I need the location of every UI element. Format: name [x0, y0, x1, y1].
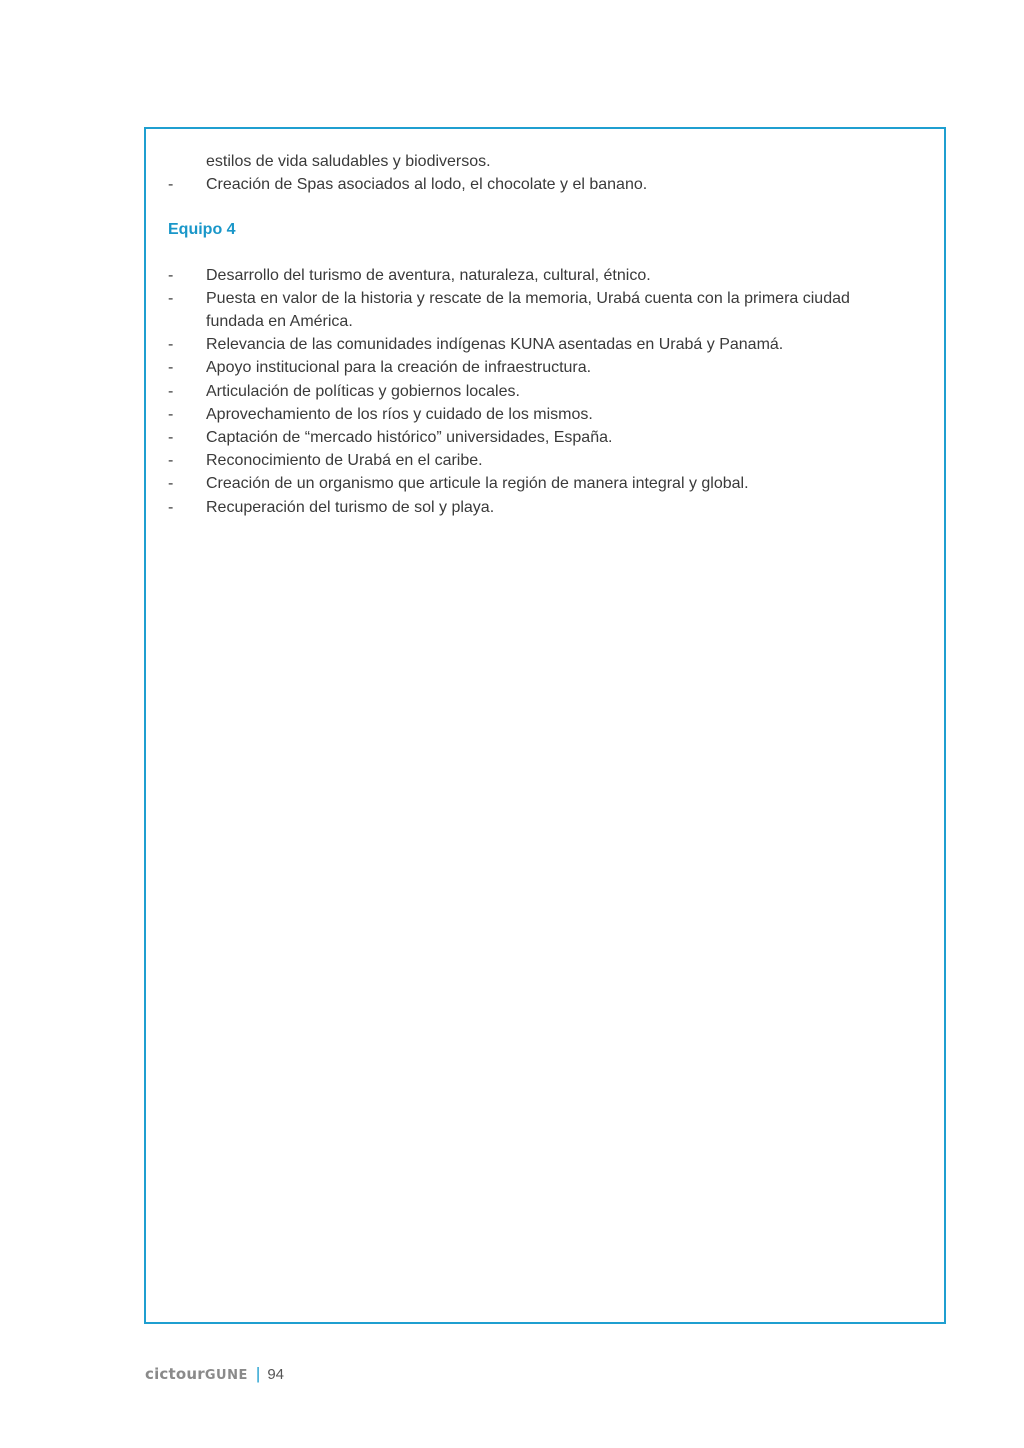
- list-item: [166, 496, 926, 519]
- page-footer: [145, 1362, 284, 1386]
- section-heading: Equipo 4: [168, 221, 236, 239]
- cictourgune-logo: [145, 1365, 248, 1383]
- continuation-line: estilos de vida saludables y biodiversos.: [206, 153, 491, 170]
- list-item-text: Aprovechamiento de los ríos y cuidado de los mismos.: [206, 405, 593, 423]
- list-item-text: Creación de un organismo que articule la región de manera integral y global.: [206, 475, 749, 493]
- page-number: 94: [267, 1365, 284, 1383]
- list-item-text: Apoyo institucional para la creación de infraestructura.: [206, 359, 592, 377]
- logo-suffix-text: GUNE: [204, 1368, 248, 1383]
- bullet-dash: -: [168, 359, 174, 377]
- bullet-dash: -: [168, 266, 174, 284]
- bullet-dash: -: [168, 382, 174, 400]
- footer-separator: |: [255, 1364, 261, 1383]
- list-item: [166, 449, 926, 472]
- list-item-continuation: fundada en América.: [206, 313, 353, 331]
- bullet-dash: -: [168, 429, 174, 447]
- list-item: [166, 173, 926, 196]
- list-item-text: Captación de “mercado histórico” universidades, España.: [206, 429, 613, 447]
- bullet-dash: -: [168, 475, 174, 493]
- list-item-text: Relevancia de las comunidades indígenas KUNA asentadas en Urabá y Panamá.: [206, 336, 784, 354]
- list-item-text: Desarrollo del turismo de aventura, naturaleza, cultural, étnico.: [206, 266, 651, 284]
- list-item: [166, 356, 926, 379]
- list-item-text: Puesta en valor de la historia y rescate de la memoria, Urabá cuenta con la primera ciudad: [206, 289, 850, 307]
- list-item: [166, 403, 926, 426]
- list-item-text: Articulación de políticas y gobiernos locales.: [206, 382, 520, 400]
- list-item: [166, 264, 926, 287]
- bullet-dash: -: [168, 452, 174, 470]
- list-item: [166, 380, 926, 403]
- list-item-text: Recuperación del turismo de sol y playa.: [206, 498, 495, 516]
- list-item: [166, 426, 926, 449]
- list-item: [166, 333, 926, 356]
- bullet-dash: -: [168, 289, 174, 307]
- previous-list: [166, 173, 926, 196]
- list-item: [166, 287, 926, 333]
- list-item: [166, 472, 926, 495]
- document-body: [166, 150, 926, 519]
- list-item-text: Reconocimiento de Urabá en el caribe.: [206, 452, 483, 470]
- bullet-dash: -: [168, 336, 174, 354]
- logo-main-text: cictour: [145, 1365, 205, 1383]
- bullet-dash: -: [168, 176, 174, 194]
- bullet-dash: -: [168, 405, 174, 423]
- bullet-dash: -: [168, 498, 174, 516]
- section-list: [166, 264, 926, 519]
- list-item-text: Creación de Spas asociados al lodo, el chocolate y el banano.: [206, 176, 648, 194]
